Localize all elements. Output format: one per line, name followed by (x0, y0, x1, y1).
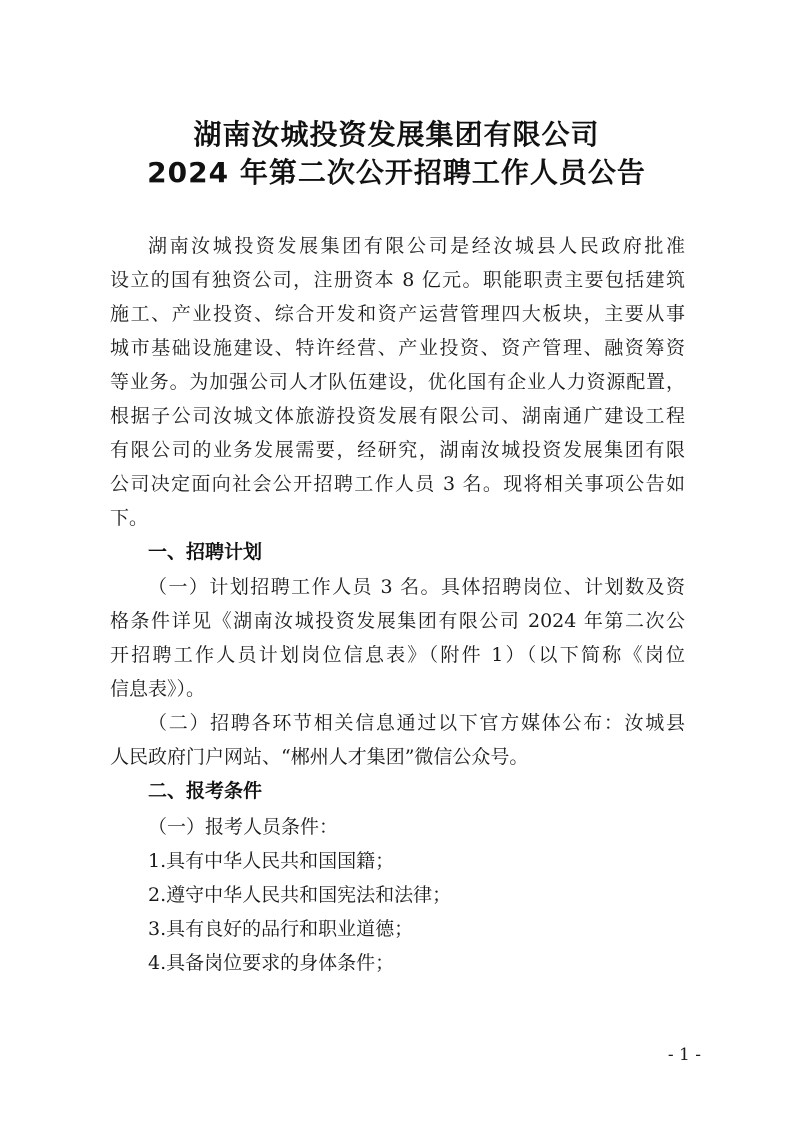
intro-line: 湖南汝城投资发展集团有限公司是经汝城县人民政府批准 (148, 235, 685, 257)
intro-line: 下。 (110, 507, 149, 529)
document-title-line-1: 湖南汝城投资发展集团有限公司 (193, 118, 600, 151)
intro-line: 有限公司的业务发展需要，经研究，湖南汝城投资发展集团有限 (110, 439, 685, 461)
plan-item-1-line: 格条件详见《湖南汝城投资发展集团有限公司 2024 年第二次公 (110, 610, 685, 632)
plan-item-2-line: （二）招聘各环节相关信息通过以下官方媒体公布：汝城县 (148, 712, 685, 734)
intro-line: 设立的国有独资公司，注册资本 8 亿元。职能职责主要包括建筑 (110, 269, 685, 291)
plan-item-1-line: 信息表》）。 (110, 678, 206, 700)
section-heading-recruitment-plan: 一、招聘计划 (148, 541, 263, 563)
document-title-line-2: 2024 年第二次公开招聘工作人员公告 (147, 156, 646, 189)
intro-line: 施工、产业投资、综合开发和资产运营管理四大板块，主要从事 (110, 303, 685, 325)
plan-item-1-line: （一）计划招聘工作人员 3 名。具体招聘岗位、计划数及资 (148, 576, 685, 598)
intro-line: 根据子公司汝城文体旅游投资发展有限公司、湖南通广建设工程 (110, 405, 685, 427)
intro-line: 城市基础设施建设、特许经营、产业投资、资产管理、融资筹资 (110, 337, 685, 359)
intro-line: 等业务。为加强公司人才队伍建设，优化国有企业人力资源配置， (110, 371, 685, 393)
intro-line: 公司决定面向社会公开招聘工作人员 3 名。现将相关事项公告如 (110, 473, 685, 495)
section-heading-eligibility: 二、报考条件 (148, 780, 263, 802)
condition-item: 2.遵守中华人民共和国宪法和法律； (148, 884, 452, 906)
condition-item: 3.具有良好的品行和职业道德； (148, 918, 414, 940)
condition-item: 1.具有中华人民共和国国籍； (148, 850, 395, 872)
plan-item-2-line: 人民政府门户网站、“郴州人才集团”微信公众号。 (110, 746, 529, 768)
eligibility-subheading: （一）报考人员条件： (148, 816, 339, 838)
plan-item-1-line: 开招聘工作人员计划岗位信息表》（附件 1）（以下简称《岗位 (110, 644, 685, 666)
page-number: - 1 - (667, 1045, 701, 1065)
condition-item: 4.具备岗位要求的身体条件； (148, 952, 395, 974)
